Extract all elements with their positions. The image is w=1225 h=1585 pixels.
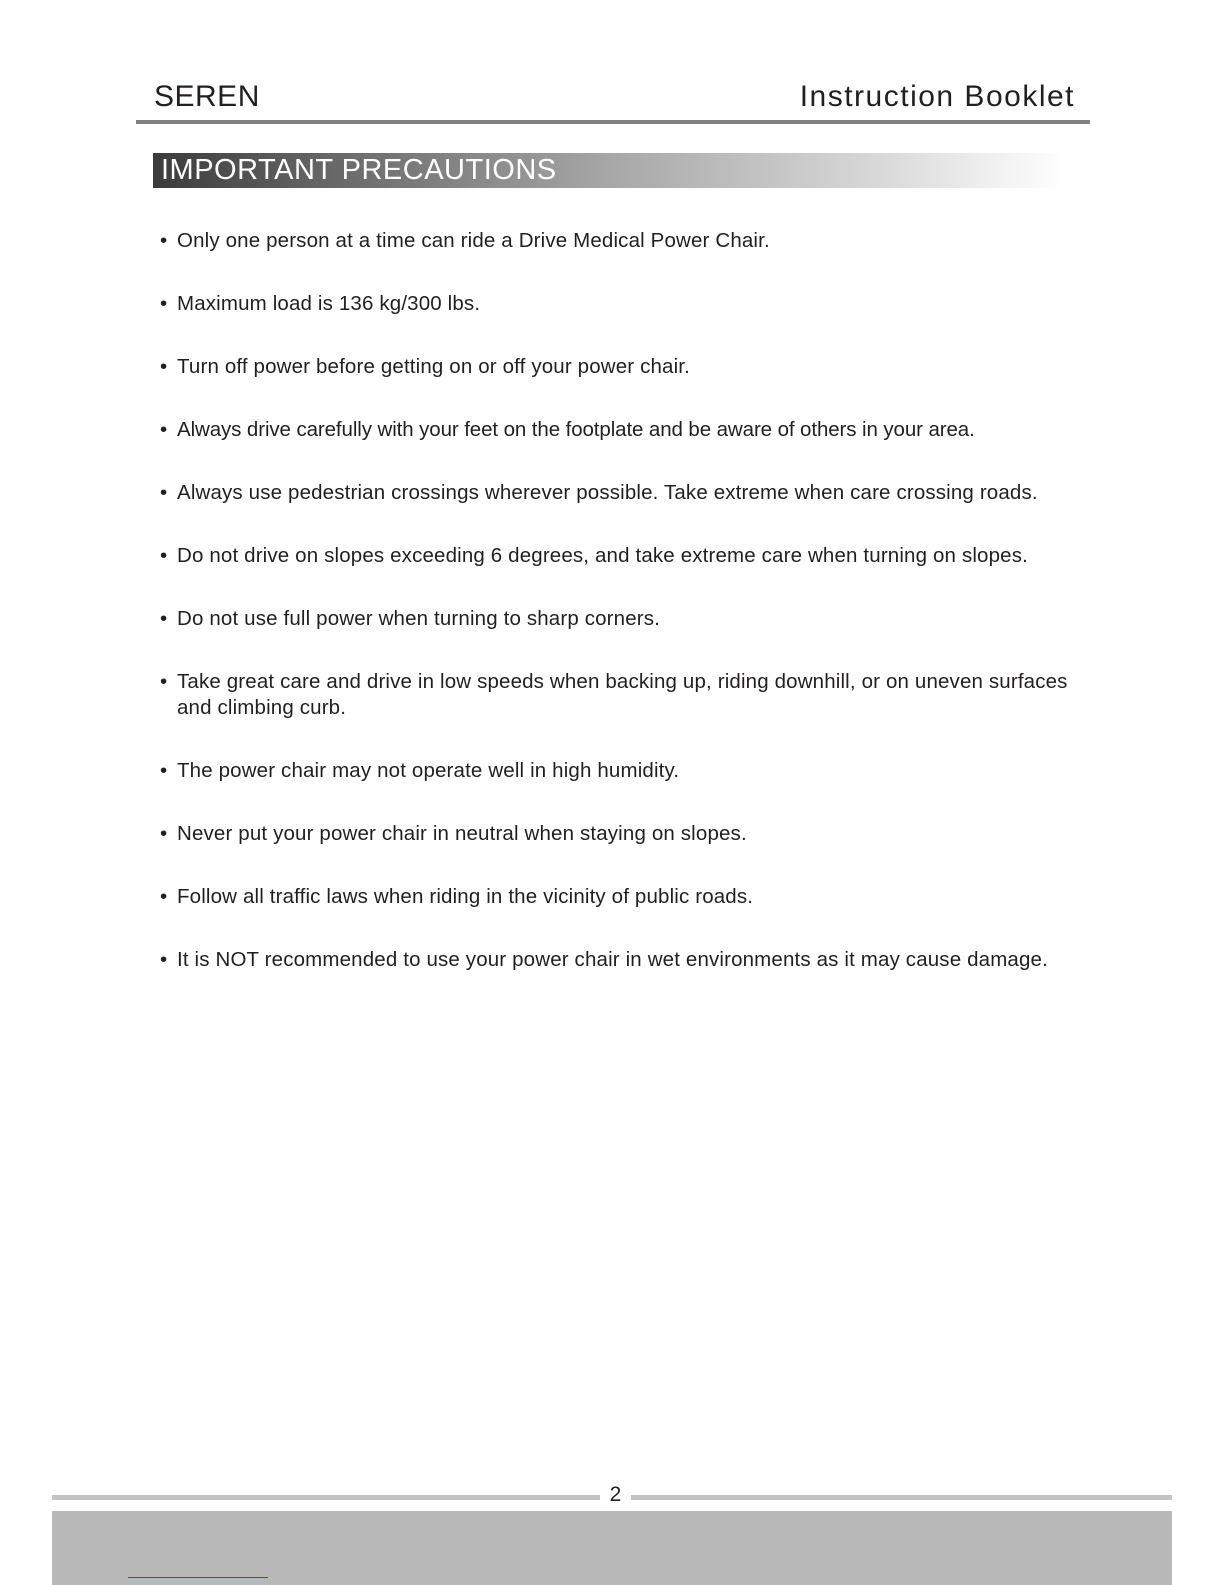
bullet-icon: • xyxy=(160,481,168,504)
footer-divider-left xyxy=(52,1495,600,1500)
list-item-text: Turn off power before getting on or off your power chair. xyxy=(177,355,690,378)
header-divider xyxy=(136,120,1090,124)
section-title: IMPORTANT PRECAUTIONS xyxy=(161,154,557,186)
page-number: 2 xyxy=(609,1483,622,1506)
bullet-icon: • xyxy=(160,418,168,441)
list-item xyxy=(160,291,1070,317)
bullet-icon: • xyxy=(160,544,168,567)
list-item-text: Take great care and drive in low speeds when backing up, riding downhill, or on uneven surfaces and climbing curb. xyxy=(177,670,1068,719)
list-item xyxy=(160,417,1070,443)
list-item xyxy=(160,228,1070,254)
list-item xyxy=(160,821,1070,847)
list-item-text: Always use pedestrian crossings wherever possible. Take extreme when care crossing roads. xyxy=(177,481,1038,504)
list-item xyxy=(160,947,1070,973)
bullet-icon: • xyxy=(160,670,168,693)
bullet-icon: • xyxy=(160,948,168,971)
list-item-text: Never put your power chair in neutral when staying on slopes. xyxy=(177,822,747,845)
list-item-text: The power chair may not operate well in high humidity. xyxy=(177,759,680,782)
list-item xyxy=(160,758,1070,784)
list-item xyxy=(160,543,1070,569)
list-item-text: Follow all traffic laws when riding in the vicinity of public roads. xyxy=(177,885,754,908)
brand-name: SEREN xyxy=(154,80,260,113)
footer-divider-right xyxy=(631,1495,1172,1500)
bullet-icon: • xyxy=(160,759,168,782)
precautions-list xyxy=(160,228,1070,1010)
footer-link-underline[interactable] xyxy=(128,1577,268,1578)
footer-band xyxy=(52,1511,1172,1585)
list-item xyxy=(160,669,1070,721)
bullet-icon: • xyxy=(160,607,168,630)
list-item-text: Do not use full power when turning to sharp corners. xyxy=(177,607,660,630)
list-item-text: Only one person at a time can ride a Drive Medical Power Chair. xyxy=(177,229,770,252)
bullet-icon: • xyxy=(160,229,168,252)
bullet-icon: • xyxy=(160,292,168,315)
bullet-icon: • xyxy=(160,885,168,908)
list-item xyxy=(160,884,1070,910)
list-item xyxy=(160,354,1070,380)
section-heading-band xyxy=(153,153,1065,188)
bullet-icon: • xyxy=(160,355,168,378)
document-title: Instruction Booklet xyxy=(799,80,1075,113)
list-item-text: Maximum load is 136 kg/300 lbs. xyxy=(177,292,481,315)
list-item-text: It is NOT recommended to use your power chair in wet environments as it may cause damage. xyxy=(177,948,1048,971)
list-item-text: Do not drive on slopes exceeding 6 degrees, and take extreme care when turning on slopes. xyxy=(177,544,1028,567)
bullet-icon: • xyxy=(160,822,168,845)
list-item-text: Always drive carefully with your feet on the footplate and be aware of others in your area. xyxy=(177,418,975,441)
list-item xyxy=(160,480,1070,506)
list-item xyxy=(160,606,1070,632)
